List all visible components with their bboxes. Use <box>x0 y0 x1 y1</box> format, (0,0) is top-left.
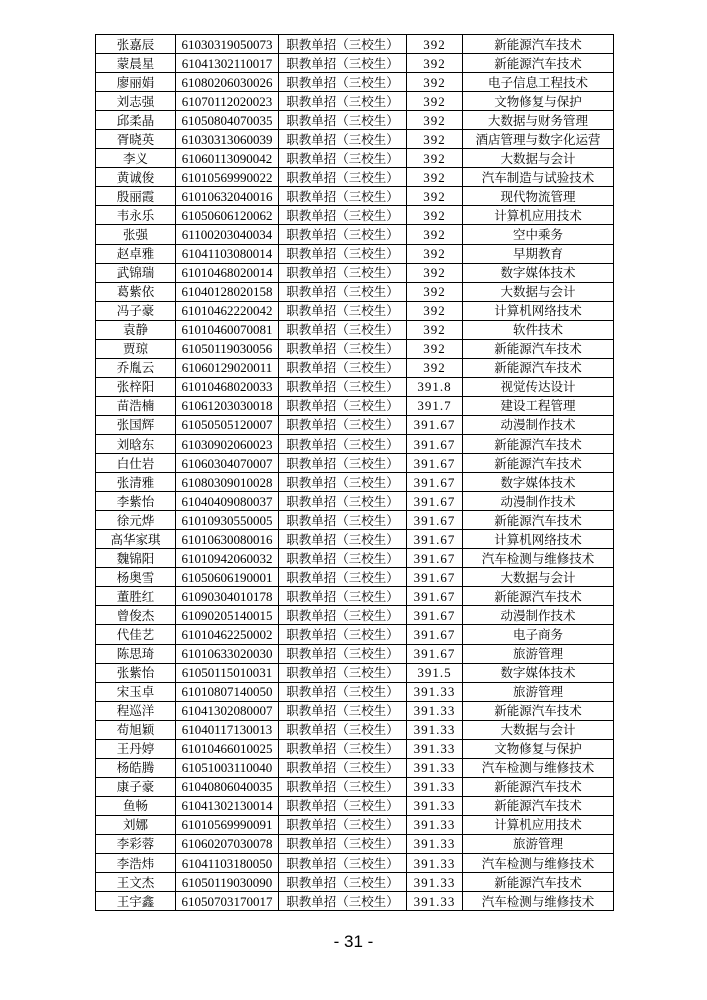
score-cell: 391.67 <box>407 454 463 473</box>
student-name-cell: 陈思琦 <box>96 644 176 663</box>
exam-id-cell: 61010633020030 <box>176 644 279 663</box>
score-cell: 392 <box>407 92 463 111</box>
admission-type-cell: 职教单招（三校生） <box>279 73 407 92</box>
exam-id-cell: 61061203030018 <box>176 396 279 415</box>
exam-id-cell: 61030319050073 <box>176 35 279 54</box>
major-cell: 电子商务 <box>463 625 614 644</box>
table-row <box>96 625 614 644</box>
student-name-cell: 杨皓腾 <box>96 758 176 777</box>
major-cell: 早期教育 <box>463 244 614 263</box>
admission-type-cell: 职教单招（三校生） <box>279 92 407 111</box>
exam-id-cell: 61050505120007 <box>176 415 279 434</box>
table-row <box>96 263 614 282</box>
exam-id-cell: 61100203040034 <box>176 225 279 244</box>
table-row <box>96 701 614 720</box>
student-name-cell: 杨奥雪 <box>96 568 176 587</box>
exam-id-cell: 61041302110017 <box>176 54 279 73</box>
major-cell: 计算机应用技术 <box>463 206 614 225</box>
major-cell: 新能源汽车技术 <box>463 777 614 796</box>
score-cell: 391.33 <box>407 815 463 834</box>
exam-id-cell: 61030902060023 <box>176 434 279 453</box>
student-name-cell: 武锦瑞 <box>96 263 176 282</box>
major-cell: 数字媒体技术 <box>463 263 614 282</box>
table-row <box>96 568 614 587</box>
exam-id-cell: 61040806040035 <box>176 777 279 796</box>
score-cell: 391.33 <box>407 739 463 758</box>
table-row <box>96 73 614 92</box>
admission-type-cell: 职教单招（三校生） <box>279 130 407 149</box>
table-row <box>96 587 614 606</box>
major-cell: 汽车检测与维修技术 <box>463 758 614 777</box>
table-row <box>96 244 614 263</box>
admission-type-cell: 职教单招（三校生） <box>279 606 407 625</box>
score-cell: 391.33 <box>407 720 463 739</box>
student-name-cell: 高华家琪 <box>96 530 176 549</box>
score-cell: 392 <box>407 206 463 225</box>
admission-type-cell: 职教单招（三校生） <box>279 701 407 720</box>
student-name-cell: 李义 <box>96 149 176 168</box>
major-cell: 汽车检测与维修技术 <box>463 549 614 568</box>
student-name-cell: 苟旭颖 <box>96 720 176 739</box>
major-cell: 新能源汽车技术 <box>463 434 614 453</box>
admission-type-cell: 职教单招（三校生） <box>279 682 407 701</box>
student-name-cell: 赵卓雅 <box>96 244 176 263</box>
exam-id-cell: 61010468020014 <box>176 263 279 282</box>
major-cell: 大数据与会计 <box>463 149 614 168</box>
admission-type-cell: 职教单招（三校生） <box>279 892 407 911</box>
student-name-cell: 贾琼 <box>96 339 176 358</box>
admission-type-cell: 职教单招（三校生） <box>279 111 407 130</box>
admission-type-cell: 职教单招（三校生） <box>279 796 407 815</box>
score-cell: 391.33 <box>407 854 463 873</box>
table-row <box>96 149 614 168</box>
exam-id-cell: 61050606120062 <box>176 206 279 225</box>
student-name-cell: 张清雅 <box>96 473 176 492</box>
score-cell: 392 <box>407 225 463 244</box>
admission-type-cell: 职教单招（三校生） <box>279 35 407 54</box>
exam-id-cell: 61010930550005 <box>176 511 279 530</box>
student-name-cell: 曾俊杰 <box>96 606 176 625</box>
score-cell: 392 <box>407 187 463 206</box>
score-cell: 392 <box>407 35 463 54</box>
major-cell: 空中乘务 <box>463 225 614 244</box>
student-name-cell: 徐元烨 <box>96 511 176 530</box>
table-row <box>96 892 614 911</box>
score-cell: 392 <box>407 149 463 168</box>
major-cell: 新能源汽车技术 <box>463 587 614 606</box>
score-cell: 392 <box>407 54 463 73</box>
major-cell: 旅游管理 <box>463 682 614 701</box>
score-cell: 391.7 <box>407 396 463 415</box>
table-row <box>96 225 614 244</box>
exam-id-cell: 61010462220042 <box>176 301 279 320</box>
student-name-cell: 李紫怡 <box>96 492 176 511</box>
major-cell: 动漫制作技术 <box>463 606 614 625</box>
major-cell: 汽车检测与维修技术 <box>463 892 614 911</box>
major-cell: 大数据与会计 <box>463 568 614 587</box>
admission-type-cell: 职教单招（三校生） <box>279 587 407 606</box>
admission-type-cell: 职教单招（三校生） <box>279 758 407 777</box>
admission-type-cell: 职教单招（三校生） <box>279 54 407 73</box>
admission-type-cell: 职教单招（三校生） <box>279 873 407 892</box>
table-row <box>96 415 614 434</box>
table-row <box>96 454 614 473</box>
student-name-cell: 冯子豪 <box>96 301 176 320</box>
table-row <box>96 530 614 549</box>
student-name-cell: 王文杰 <box>96 873 176 892</box>
exam-id-cell: 61010569990022 <box>176 168 279 187</box>
exam-id-cell: 61010460070081 <box>176 320 279 339</box>
exam-id-cell: 61040117130013 <box>176 720 279 739</box>
major-cell: 计算机应用技术 <box>463 815 614 834</box>
score-cell: 391.67 <box>407 606 463 625</box>
major-cell: 软件技术 <box>463 320 614 339</box>
admission-type-cell: 职教单招（三校生） <box>279 663 407 682</box>
student-name-cell: 蒙晨星 <box>96 54 176 73</box>
score-cell: 391.5 <box>407 663 463 682</box>
admission-type-cell: 职教单招（三校生） <box>279 815 407 834</box>
score-cell: 392 <box>407 263 463 282</box>
score-cell: 391.67 <box>407 568 463 587</box>
student-name-cell: 张强 <box>96 225 176 244</box>
table-row <box>96 796 614 815</box>
major-cell: 现代物流管理 <box>463 187 614 206</box>
table-row <box>96 815 614 834</box>
student-name-cell: 乔胤云 <box>96 358 176 377</box>
major-cell: 汽车制造与试验技术 <box>463 168 614 187</box>
major-cell: 新能源汽车技术 <box>463 339 614 358</box>
major-cell: 大数据与会计 <box>463 720 614 739</box>
exam-id-cell: 61010462250002 <box>176 625 279 644</box>
admission-type-cell: 职教单招（三校生） <box>279 206 407 225</box>
exam-id-cell: 61010468020033 <box>176 377 279 396</box>
exam-id-cell: 61060304070007 <box>176 454 279 473</box>
major-cell: 文物修复与保护 <box>463 92 614 111</box>
score-cell: 391.67 <box>407 511 463 530</box>
exam-id-cell: 61051003110040 <box>176 758 279 777</box>
student-name-cell: 李彩蓉 <box>96 834 176 853</box>
admission-type-cell: 职教单招（三校生） <box>279 834 407 853</box>
admission-type-cell: 职教单招（三校生） <box>279 339 407 358</box>
score-cell: 392 <box>407 301 463 320</box>
exam-id-cell: 61060207030078 <box>176 834 279 853</box>
major-cell: 旅游管理 <box>463 644 614 663</box>
student-name-cell: 袁静 <box>96 320 176 339</box>
table-row <box>96 339 614 358</box>
exam-id-cell: 61050606190001 <box>176 568 279 587</box>
table-row <box>96 720 614 739</box>
score-cell: 391.67 <box>407 473 463 492</box>
admission-type-cell: 职教单招（三校生） <box>279 530 407 549</box>
major-cell: 酒店管理与数字化运营 <box>463 130 614 149</box>
student-name-cell: 刘晗东 <box>96 434 176 453</box>
admission-type-cell: 职教单招（三校生） <box>279 396 407 415</box>
score-cell: 392 <box>407 130 463 149</box>
score-cell: 391.67 <box>407 415 463 434</box>
student-name-cell: 康子豪 <box>96 777 176 796</box>
exam-id-cell: 61041103180050 <box>176 854 279 873</box>
score-cell: 391.8 <box>407 377 463 396</box>
major-cell: 建设工程管理 <box>463 396 614 415</box>
score-cell: 391.33 <box>407 873 463 892</box>
table-row <box>96 434 614 453</box>
table-row <box>96 777 614 796</box>
score-cell: 391.67 <box>407 434 463 453</box>
exam-id-cell: 61080206030026 <box>176 73 279 92</box>
admission-type-cell: 职教单招（三校生） <box>279 739 407 758</box>
score-cell: 391.67 <box>407 492 463 511</box>
exam-id-cell: 61041103080014 <box>176 244 279 263</box>
major-cell: 电子信息工程技术 <box>463 73 614 92</box>
admission-type-cell: 职教单招（三校生） <box>279 415 407 434</box>
admission-type-cell: 职教单招（三校生） <box>279 225 407 244</box>
exam-id-cell: 61090304010178 <box>176 587 279 606</box>
admission-type-cell: 职教单招（三校生） <box>279 549 407 568</box>
table-row <box>96 663 614 682</box>
student-name-cell: 韦永乐 <box>96 206 176 225</box>
student-name-cell: 程巡洋 <box>96 701 176 720</box>
score-cell: 391.67 <box>407 625 463 644</box>
score-cell: 391.67 <box>407 644 463 663</box>
major-cell: 新能源汽车技术 <box>463 54 614 73</box>
major-cell: 新能源汽车技术 <box>463 511 614 530</box>
major-cell: 大数据与会计 <box>463 282 614 301</box>
student-name-cell: 王丹婷 <box>96 739 176 758</box>
student-name-cell: 葛紫依 <box>96 282 176 301</box>
admission-type-cell: 职教单招（三校生） <box>279 149 407 168</box>
admission-type-cell: 职教单招（三校生） <box>279 320 407 339</box>
student-name-cell: 邱柔晶 <box>96 111 176 130</box>
major-cell: 数字媒体技术 <box>463 473 614 492</box>
major-cell: 新能源汽车技术 <box>463 358 614 377</box>
table-body <box>96 35 614 911</box>
table-row <box>96 111 614 130</box>
major-cell: 新能源汽车技术 <box>463 35 614 54</box>
table-row <box>96 206 614 225</box>
score-cell: 391.33 <box>407 892 463 911</box>
student-name-cell: 廖丽娟 <box>96 73 176 92</box>
table-row <box>96 358 614 377</box>
admission-type-cell: 职教单招（三校生） <box>279 244 407 263</box>
student-name-cell: 刘娜 <box>96 815 176 834</box>
score-cell: 391.33 <box>407 701 463 720</box>
admission-type-cell: 职教单招（三校生） <box>279 644 407 663</box>
exam-id-cell: 61030313060039 <box>176 130 279 149</box>
exam-id-cell: 61060113090042 <box>176 149 279 168</box>
exam-id-cell: 61010466010025 <box>176 739 279 758</box>
student-name-cell: 代佳艺 <box>96 625 176 644</box>
major-cell: 动漫制作技术 <box>463 415 614 434</box>
exam-id-cell: 61041302130014 <box>176 796 279 815</box>
admission-type-cell: 职教单招（三校生） <box>279 454 407 473</box>
score-cell: 391.67 <box>407 587 463 606</box>
admission-type-cell: 职教单招（三校生） <box>279 625 407 644</box>
major-cell: 新能源汽车技术 <box>463 701 614 720</box>
score-cell: 392 <box>407 168 463 187</box>
admission-type-cell: 职教单招（三校生） <box>279 187 407 206</box>
table-row <box>96 301 614 320</box>
admission-type-cell: 职教单招（三校生） <box>279 720 407 739</box>
table-row <box>96 682 614 701</box>
table-row <box>96 187 614 206</box>
major-cell: 新能源汽车技术 <box>463 454 614 473</box>
exam-id-cell: 61010807140050 <box>176 682 279 701</box>
student-name-cell: 殷丽霞 <box>96 187 176 206</box>
admission-type-cell: 职教单招（三校生） <box>279 263 407 282</box>
table-row <box>96 739 614 758</box>
exam-id-cell: 61090205140015 <box>176 606 279 625</box>
score-cell: 392 <box>407 73 463 92</box>
table-row <box>96 854 614 873</box>
exam-id-cell: 61050119030056 <box>176 339 279 358</box>
score-cell: 391.33 <box>407 777 463 796</box>
table-row <box>96 396 614 415</box>
exam-id-cell: 61050115010031 <box>176 663 279 682</box>
major-cell: 视觉传达设计 <box>463 377 614 396</box>
student-name-cell: 白仕岩 <box>96 454 176 473</box>
major-cell: 旅游管理 <box>463 834 614 853</box>
score-cell: 392 <box>407 282 463 301</box>
table-row <box>96 758 614 777</box>
student-name-cell: 鱼畅 <box>96 796 176 815</box>
exam-id-cell: 61050804070035 <box>176 111 279 130</box>
page-number: - 31 - <box>333 932 374 951</box>
admission-type-cell: 职教单招（三校生） <box>279 492 407 511</box>
exam-id-cell: 61010569990091 <box>176 815 279 834</box>
admission-type-cell: 职教单招（三校生） <box>279 777 407 796</box>
table-row <box>96 35 614 54</box>
student-name-cell: 张梓阳 <box>96 377 176 396</box>
exam-id-cell: 61041302080007 <box>176 701 279 720</box>
student-name-cell: 王宇鑫 <box>96 892 176 911</box>
major-cell: 新能源汽车技术 <box>463 873 614 892</box>
student-name-cell: 宋玉卓 <box>96 682 176 701</box>
student-name-cell: 苗浩楠 <box>96 396 176 415</box>
exam-id-cell: 61060129020011 <box>176 358 279 377</box>
score-cell: 391.33 <box>407 834 463 853</box>
score-cell: 392 <box>407 339 463 358</box>
admission-type-cell: 职教单招（三校生） <box>279 168 407 187</box>
student-name-cell: 张嘉辰 <box>96 35 176 54</box>
score-cell: 392 <box>407 111 463 130</box>
student-name-cell: 魏锦阳 <box>96 549 176 568</box>
exam-id-cell: 61050703170017 <box>176 892 279 911</box>
student-name-cell: 董胜红 <box>96 587 176 606</box>
major-cell: 动漫制作技术 <box>463 492 614 511</box>
student-name-cell: 胥晓英 <box>96 130 176 149</box>
score-cell: 392 <box>407 358 463 377</box>
admission-type-cell: 职教单招（三校生） <box>279 434 407 453</box>
admission-type-cell: 职教单招（三校生） <box>279 511 407 530</box>
major-cell: 文物修复与保护 <box>463 739 614 758</box>
major-cell: 数字媒体技术 <box>463 663 614 682</box>
exam-id-cell: 61040409080037 <box>176 492 279 511</box>
table-row <box>96 606 614 625</box>
exam-id-cell: 61010632040016 <box>176 187 279 206</box>
exam-id-cell: 61080309010028 <box>176 473 279 492</box>
admission-type-cell: 职教单招（三校生） <box>279 282 407 301</box>
score-cell: 392 <box>407 320 463 339</box>
table-row <box>96 92 614 111</box>
score-cell: 391.33 <box>407 796 463 815</box>
table-row <box>96 873 614 892</box>
exam-id-cell: 61010630080016 <box>176 530 279 549</box>
exam-id-cell: 61040128020158 <box>176 282 279 301</box>
major-cell: 计算机网络技术 <box>463 301 614 320</box>
admission-type-cell: 职教单招（三校生） <box>279 568 407 587</box>
student-name-cell: 黄诚俊 <box>96 168 176 187</box>
score-cell: 392 <box>407 244 463 263</box>
major-cell: 计算机网络技术 <box>463 530 614 549</box>
table-row <box>96 320 614 339</box>
admission-type-cell: 职教单招（三校生） <box>279 377 407 396</box>
admission-type-cell: 职教单招（三校生） <box>279 473 407 492</box>
exam-id-cell: 61050119030090 <box>176 873 279 892</box>
exam-id-cell: 61010942060032 <box>176 549 279 568</box>
table-row <box>96 644 614 663</box>
score-cell: 391.67 <box>407 549 463 568</box>
score-cell: 391.67 <box>407 530 463 549</box>
table-row <box>96 130 614 149</box>
table-row <box>96 834 614 853</box>
major-cell: 新能源汽车技术 <box>463 796 614 815</box>
exam-id-cell: 61070112020023 <box>176 92 279 111</box>
admission-type-cell: 职教单招（三校生） <box>279 854 407 873</box>
major-cell: 汽车检测与维修技术 <box>463 854 614 873</box>
table-row <box>96 282 614 301</box>
table-row <box>96 492 614 511</box>
table-row <box>96 54 614 73</box>
major-cell: 大数据与财务管理 <box>463 111 614 130</box>
table-row <box>96 377 614 396</box>
admission-type-cell: 职教单招（三校生） <box>279 358 407 377</box>
student-name-cell: 刘志强 <box>96 92 176 111</box>
table-row <box>96 168 614 187</box>
table-row <box>96 549 614 568</box>
student-name-cell: 张紫怡 <box>96 663 176 682</box>
score-cell: 391.33 <box>407 682 463 701</box>
admission-list-table <box>95 34 614 911</box>
table-row <box>96 511 614 530</box>
admission-type-cell: 职教单招（三校生） <box>279 301 407 320</box>
student-name-cell: 张国辉 <box>96 415 176 434</box>
table-row <box>96 473 614 492</box>
student-name-cell: 李浩炜 <box>96 854 176 873</box>
score-cell: 391.33 <box>407 758 463 777</box>
